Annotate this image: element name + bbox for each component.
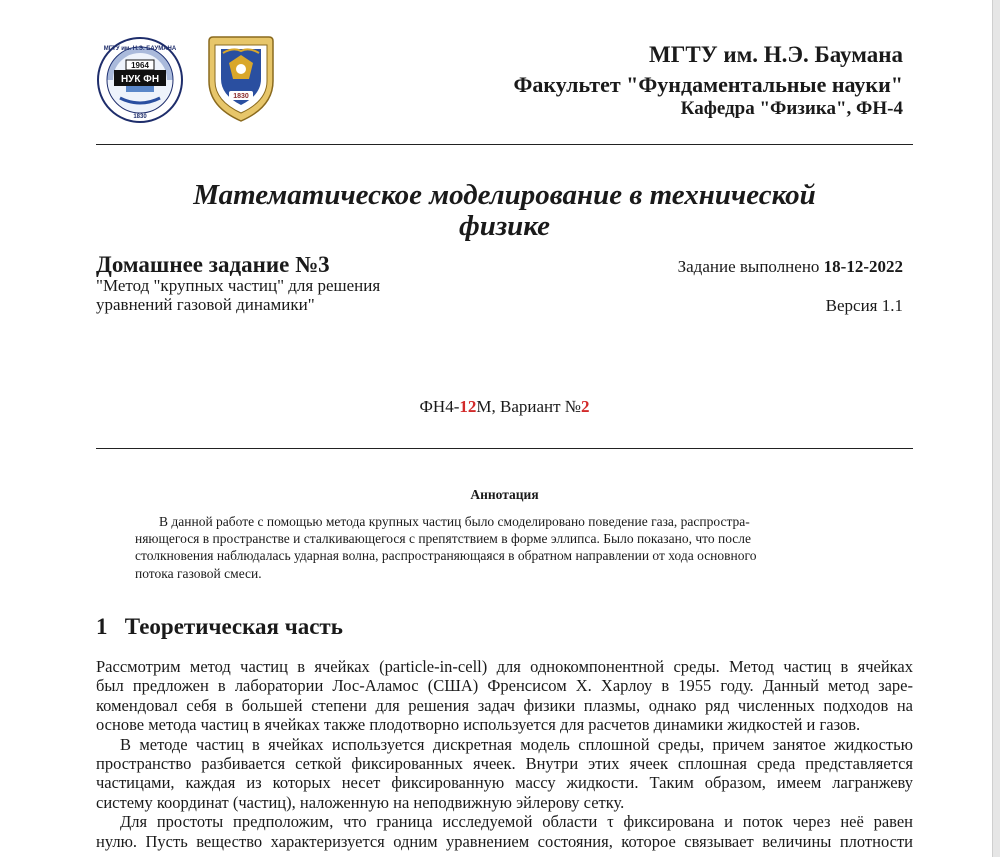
version-label: Версия 1.1 xyxy=(825,296,903,315)
header-rule xyxy=(96,144,913,145)
body-line: был предложен в лаборатории Лос-Аламос (США) Френсисом Х. Харлоу в 1955 году. Данный метод заре- xyxy=(96,676,913,696)
logo-left-year: 1964 xyxy=(131,61,149,70)
title-line-1: Математическое моделирование в технической xyxy=(193,179,816,211)
section-title: Теоретическая часть xyxy=(124,614,343,639)
body-line: нулю. Пусть вещество характеризуется одним уравнением состояния, которое связывает величины плотности xyxy=(96,831,913,851)
document-title xyxy=(96,180,913,242)
logo-left-ring: МГТУ им. Н.Э. БАУМАНА xyxy=(103,46,177,52)
nuk-fn-logo xyxy=(96,36,184,124)
group-prefix: ФН4- xyxy=(419,397,460,416)
university-name: МГТУ им. Н.Э. Баумана xyxy=(649,42,903,67)
annotation-line: столкновения наблюдалась ударная волна, распространяющаяся в обратном направлении от хода основного xyxy=(135,548,757,564)
bmstu-crest-logo xyxy=(203,33,279,123)
annotation-text xyxy=(135,513,874,582)
body-line: частицами, каждая из которых несет фиксированную массу жидкости. Таким образом, имеем лагранжеву xyxy=(96,773,913,793)
body-line: систему координат (частиц), наложенную на неподвижную эйлерову сетку. xyxy=(96,792,625,812)
homework-title: Домашнее задание №3 xyxy=(96,252,330,277)
logo-left-bottom-year: 1830 xyxy=(133,114,147,120)
completion-date xyxy=(678,257,903,277)
section-number: 1 xyxy=(96,614,108,639)
group-suffix: М, Вариант № xyxy=(476,397,581,416)
title-block-rule xyxy=(96,448,913,449)
section-body xyxy=(96,657,913,851)
annotation-line: няющегося в пространстве и сталкивающегося с препятствием в форме эллипса. Было показано, что после xyxy=(135,531,751,547)
body-line: Для простоты предположим, что граница исследуемой области τ фиксирована и поток через неё равен xyxy=(120,812,913,832)
completion-date-value: 18-12-2022 xyxy=(823,257,903,276)
body-line: комендовал себя в большей степени для решения задач физики плазмы, однако ряд численных подходов на xyxy=(96,695,913,715)
faculty-name: Факультет "Фундаментальные науки" xyxy=(513,72,903,97)
homework-subtitle-line-1: "Метод "крупных частиц" для решения xyxy=(96,276,381,295)
group-number: 12 xyxy=(459,397,477,416)
annotation-line: потока газовой смеси. xyxy=(135,565,262,581)
annotation-line: В данной работе с помощью метода крупных частиц было смоделировано поведение газа, распростра- xyxy=(159,514,750,529)
logo-left-name: НУК ФН xyxy=(120,74,160,85)
body-line: основе метода частиц в ячейках также плодотворно используется для расчетов динамики жидкостей и газов. xyxy=(96,715,861,735)
body-line: В методе частиц в ячейках используется дискретная модель сплошной среды, причем занятое жидкостью xyxy=(120,734,913,754)
title-line-2: физике xyxy=(458,210,551,242)
annotation-title: Аннотация xyxy=(470,487,539,502)
body-line: Рассмотрим метод частиц в ячейках (particle-in-cell) для однокомпонентной среды. Метод частиц в ячейках xyxy=(96,657,913,676)
page-right-border xyxy=(992,0,1000,857)
logo-right-year: 1830 xyxy=(233,93,249,100)
variant-number: 2 xyxy=(581,397,590,416)
homework-subtitle-line-2: уравнений газовой динамики" xyxy=(96,295,315,314)
completion-label: Задание выполнено xyxy=(677,257,820,276)
body-line: пространство разбивается сеткой фиксированных ячеек. Внутри этих ячеек сплошная среда представляется xyxy=(96,754,913,774)
department-name: Кафедра "Физика", ФН-4 xyxy=(680,98,903,119)
section-heading xyxy=(96,614,343,640)
homework-subtitle xyxy=(96,276,380,314)
group-variant xyxy=(96,397,913,417)
